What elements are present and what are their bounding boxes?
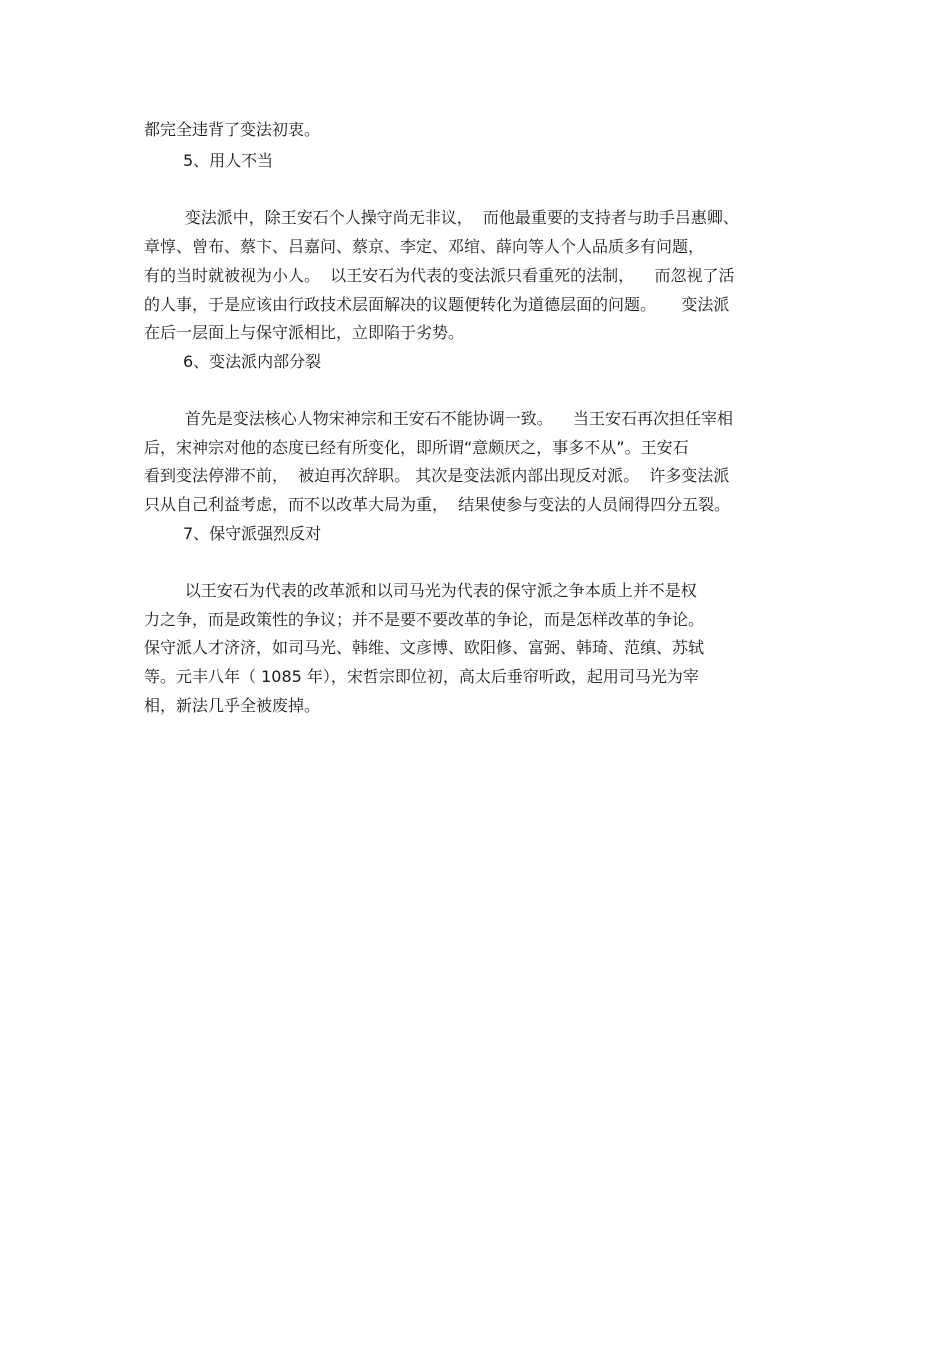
text-line-9: 首先是变法核心人物宋神宗和王安石不能协调一致。 当王安石再次担任宰相 — [144, 409, 734, 428]
section-heading-7: 7、保守派强烈反对 — [183, 524, 322, 543]
text-line-3: 变法派中，除王安石个人操守尚无非议， 而他最重要的支持者与助手吕惠卿、 — [144, 208, 739, 227]
text-line-4: 章惇、曾布、蔡卞、吕嘉问、蔡京、李定、邓绾、薛向等人个人品质多有问题， — [144, 237, 705, 256]
text-line-15: 力之争，而是政策性的争议；并不是要不要改革的争论，而是怎样改革的争论。 — [144, 610, 705, 629]
section-heading-6: 6、变法派内部分裂 — [183, 352, 322, 371]
text-line-12: 只从自己利益考虑，而不以改革大局为重， 结果使参与变法的人员闹得四分五裂。 — [144, 495, 731, 514]
text-line-16: 保守派人才济济，如司马光、韩维、文彦博、欧阳修、富弼、韩琦、范缜、苏轼 — [144, 638, 705, 657]
text-line-17: 等。元丰八年（ 1085 年），宋哲宗即位初，高太后垂帘听政，起用司马光为宰 — [144, 667, 699, 686]
section-heading-5: 5、用人不当 — [183, 151, 274, 170]
text-line-1: 都完全违背了变法初衷。 — [144, 120, 321, 139]
text-line-11: 看到变法停滞不前， 被迫再次辞职。 其次是变法派内部出现反对派。 许多变法派 — [144, 466, 730, 485]
text-line-10: 后，宋神宗对他的态度已经有所变化，即所谓“意颇厌之，事多不从”。王安石 — [144, 438, 689, 457]
text-line-7: 在后一层面上与保守派相比，立即陷于劣势。 — [144, 323, 465, 342]
text-line-6: 的人事，于是应该由行政技术层面解决的议题便转化为道德层面的问题。 变法派 — [144, 295, 730, 314]
text-line-18: 相，新法几乎全被废掉。 — [144, 696, 321, 715]
text-line-14: 以王安石为代表的改革派和以司马光为代表的保守派之争本质上并不是权 — [144, 581, 697, 600]
text-line-5: 有的当时就被视为小人。 以王安石为代表的变法派只看重死的法制， 而忽视了活 — [144, 266, 735, 285]
